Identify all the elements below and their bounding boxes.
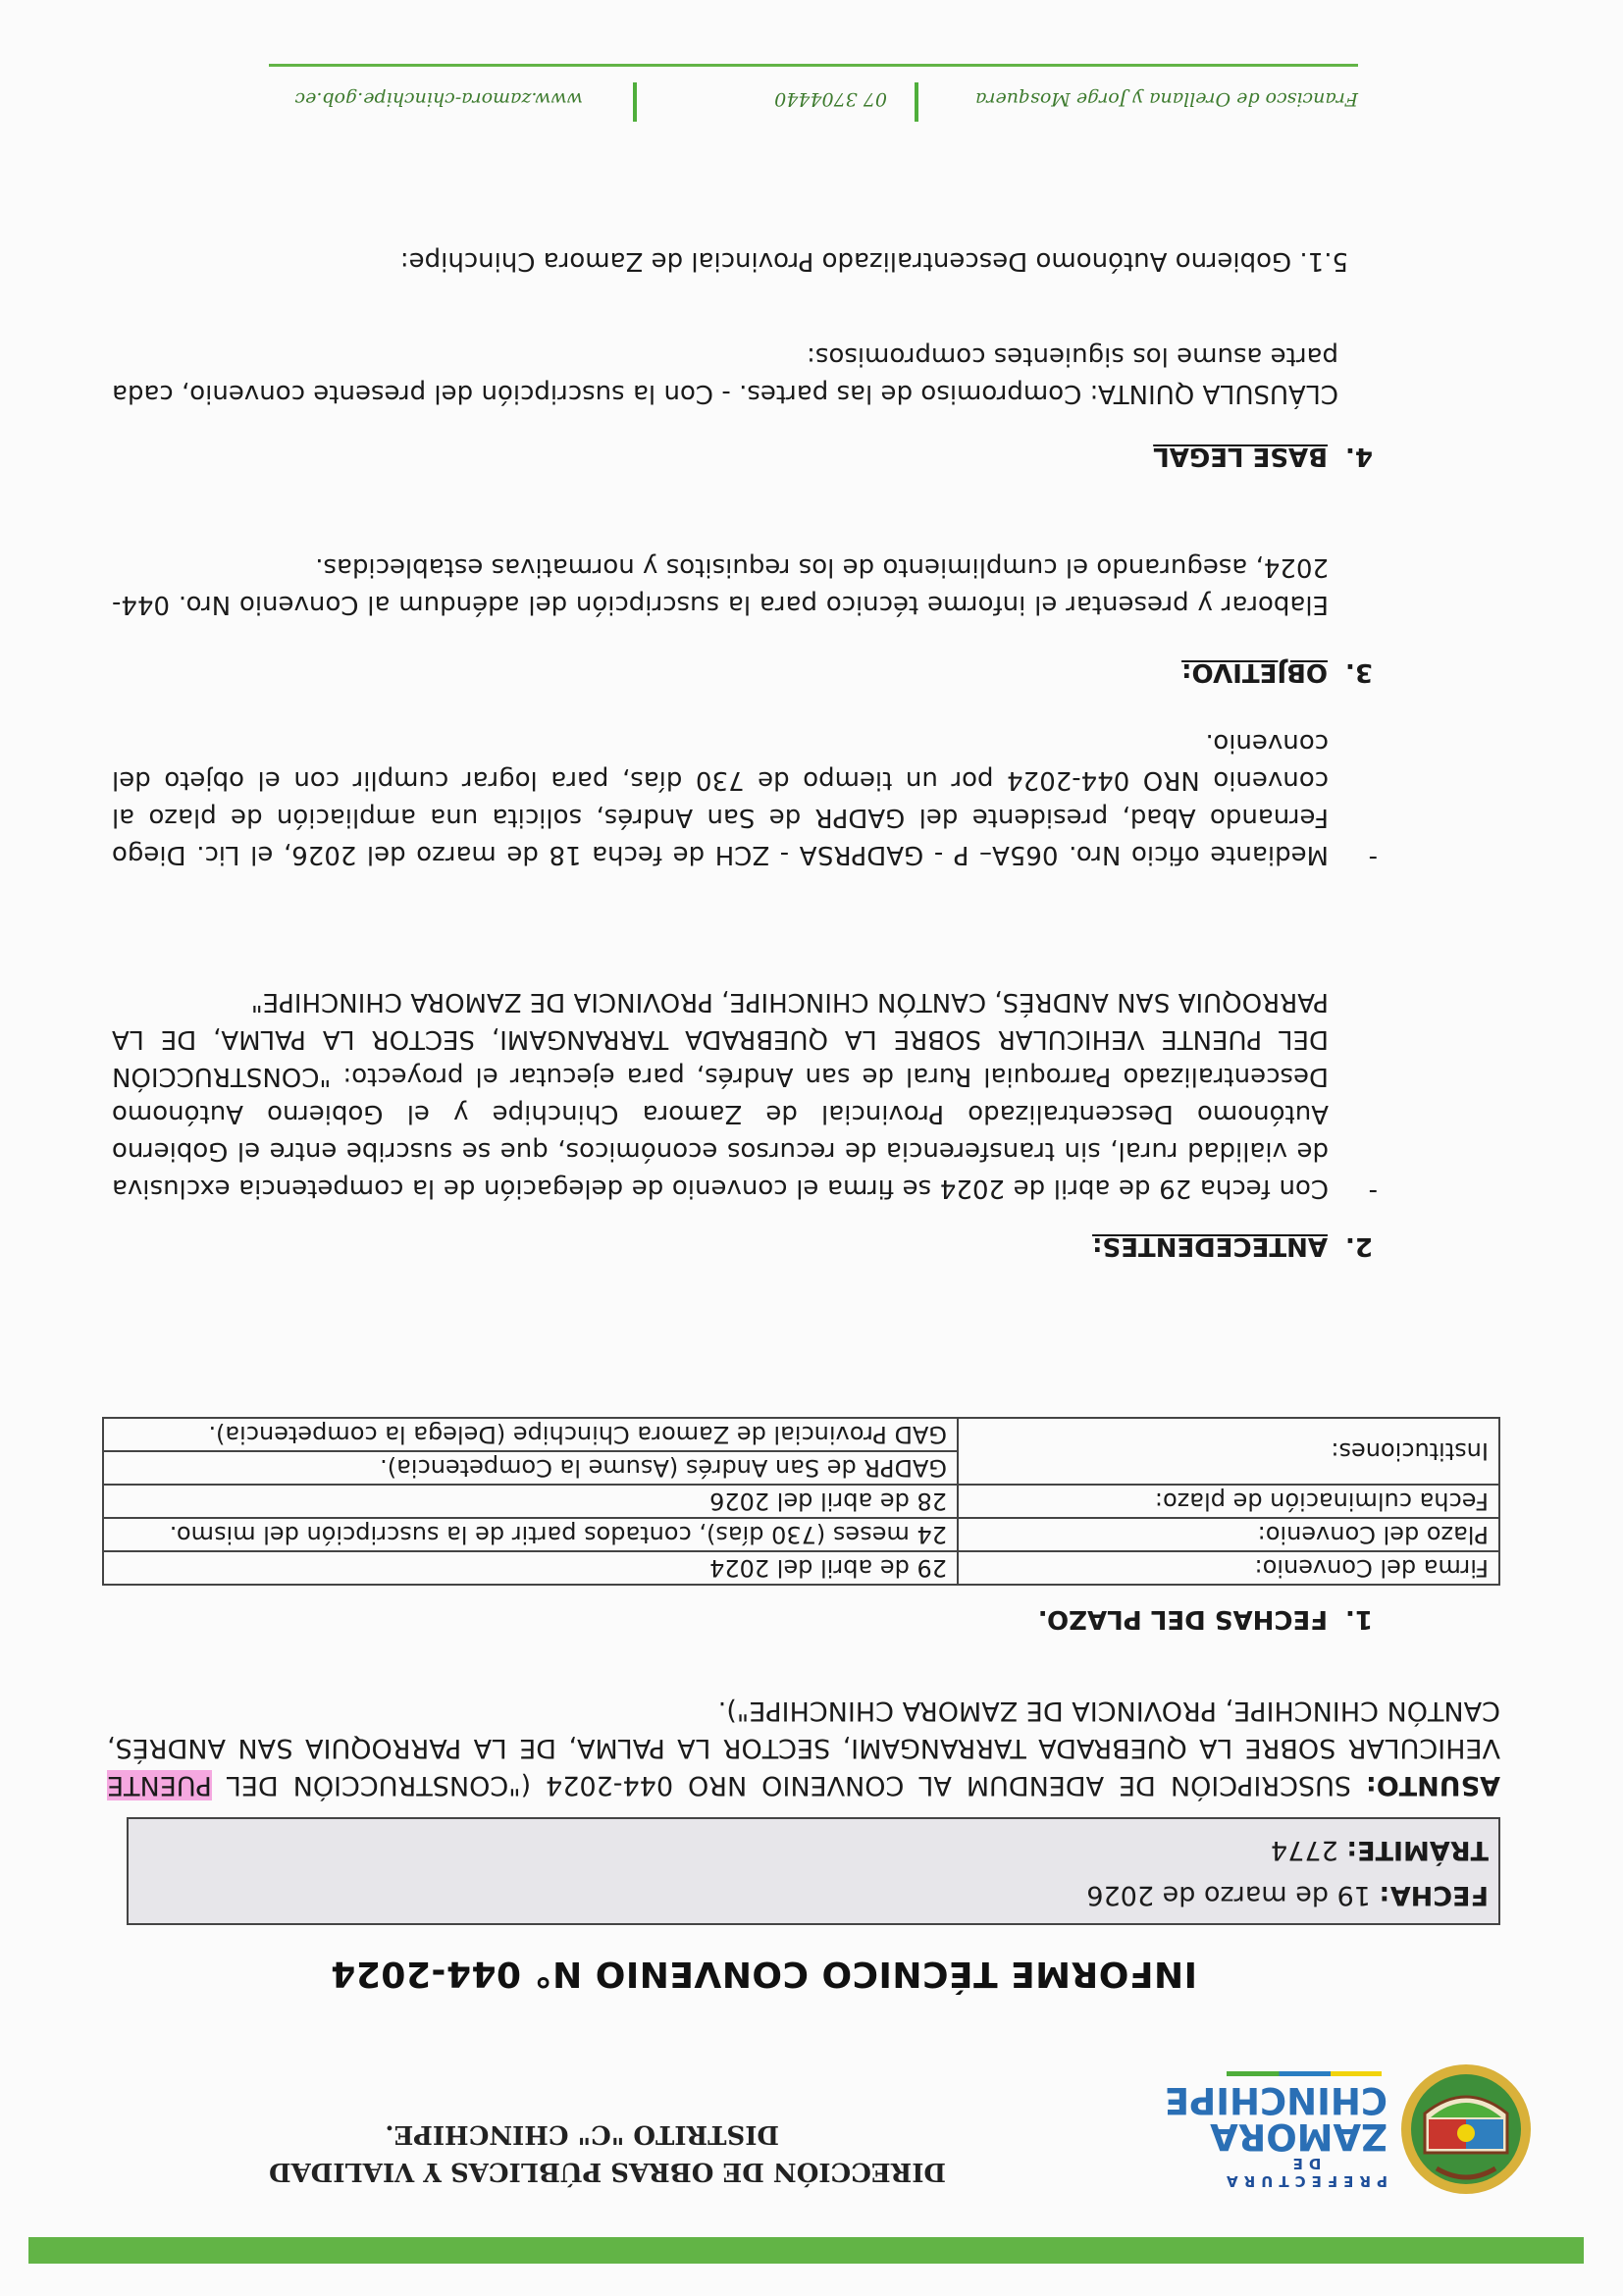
meta-box [127,1817,1500,1925]
section-4-title: BASE LEGAL [1153,442,1328,471]
table-row [103,1451,1499,1485]
asunto-label: ASUNTO: [1365,1770,1500,1800]
footer-website: www.zamora-chinchipe.gob.ec [294,88,583,110]
item-5-1: 5.1. Gobierno Autónomo Descentralizado Provincial de Zamora Chinchipe: [399,246,1348,276]
table-cell-label: Plazo del Convenio: [958,1518,1499,1551]
table-cell-label: Instituciones: [958,1418,1499,1485]
plazo-table [102,1417,1500,1586]
document-title: INFORME TÉCNICO CONVENIO N° 044-2024 [330,1954,1197,1994]
tramite-label: TRÁMITE: [1346,1835,1489,1865]
tramite-value: 2774 [1271,1835,1338,1865]
section-4-heading [1153,442,1373,471]
section-3-title: OBJETIVO: [1181,657,1328,687]
fecha-value: 19 de marzo de 2026 [1086,1880,1371,1910]
table-cell-value: 29 de abril del 2024 [103,1551,958,1585]
fecha-label: FECHA: [1379,1880,1489,1910]
department-heading [82,2115,946,2190]
bullet-dash: - [1368,1177,1378,1207]
section-1-heading [1038,1604,1373,1634]
clausula-quinta: CLÁUSULA QUINTA: Compromiso de las partes. - Con la suscripción del presente convenio, cada parte asume los siguientes compromisos: [112,341,1338,408]
footer-separator [633,82,637,122]
section-2-heading [1092,1231,1373,1261]
brand-line-2: CHINCHIPE [1164,2079,1387,2121]
asunto-paragraph [107,1692,1500,1803]
footer-green-line [269,64,1358,67]
department-line-2: DISTRITO "C" CHINCHIPE. [385,2119,779,2149]
asunto-text-2: VEHICULAR SOBRE LA QUEBRADA TARRANGAMI, SECTOR LA PALMA, DE LA PARROQUIA SAN ANDRÉS, CANTÓN CHINCHIPE, PROVINCIA DE ZAMORA CHINCHIPE"). [107,1696,1500,1763]
brand-color-bar [1227,2071,1382,2076]
table-cell-value: GAD Provincial de Zamora Chinchipe (Delega la competencia). [103,1418,958,1451]
section-1-title: FECHAS DEL PLAZO. [1037,1604,1328,1634]
section-2-title: ANTECEDENTES: [1092,1231,1328,1261]
top-green-band [28,2237,1584,2264]
table-row [103,1551,1499,1585]
table-row [103,1518,1499,1551]
section-4-number: 4. [1345,442,1373,471]
table-cell-label: Fecha culminación de plazo: [958,1485,1499,1518]
footer-phone: 07 3704440 [774,88,887,110]
asunto-highlight: PUENTE [107,1770,212,1800]
brand-prefix: PREFECTURA DE [1221,2155,1387,2190]
brand-line-1: ZAMORA [1210,2115,1387,2158]
table-cell-label: Firma del Convenio: [958,1551,1499,1585]
table-cell-value: GADPR de San Andrés (Asume la Competencia). [103,1451,958,1485]
table-cell-value: 28 de abril del 2026 [103,1485,958,1518]
section-3-number: 3. [1345,657,1373,687]
section-2-number: 2. [1345,1231,1373,1261]
bullet-dash: - [1368,844,1378,873]
asunto-text-1: SUSCRIPCIÓN DE ADENDUM AL CONVENIO NRO 044-2024 ("CONSTRUCCIÓN DEL [211,1770,1352,1800]
prefectura-seal-icon [1397,2061,1535,2198]
footer-address: Francisco de Orellana y Jorge Mosquera [975,88,1358,110]
section-3-heading [1181,657,1373,687]
objetivo-text: Elaborar y presentar el informe técnico para la suscripción del adéndum al Convenio Nro. 044-2024, asegurando el cumplimiento de los requisitos y normativas establecidas. [112,552,1329,619]
antecedente-1: Con fecha 29 de abril de 2024 se firma el convenio de delegación de la competencia exclusiva de vialidad rural, sin transferencia de recursos económicos, que se suscribe entre el Gobierno Autónomo Descentralizado Provincial de Zamora Chinchipe y el Gobierno Autónomo Descentralizado Parroquial Rural de san Andrés, para ejecutar el proyecto: "CONSTRUCCIÓN DEL PUENTE VEHICULAR SOBRE LA QUEBRADA TARRANGAMI, SECTOR LA PALMA, DE LA PARROQUIA SAN ANDRÉS, CANTÓN CHINCHIPE, PROVINCIA DE ZAMORA CHINCHIPE" [112,987,1329,1203]
table-cell-value: 24 meses (730 días), contados partir de la suscripción del mismo. [103,1518,958,1551]
footer-separator [915,82,918,122]
table-row [103,1485,1499,1518]
brand-wordmark [1164,2071,1387,2190]
antecedente-2: Mediante oficio Nro. 065A– P - GADPRSA - ZCH de fecha 18 de marzo del 2026, el Lic. Diego Fernando Abad, presidente del GADPR de San Andrés, solicita una ampliación de plazo al convenio NRO 044-2024 por un tiempo de 730 días, para lograr cumplir con el objeto del convenio. [112,728,1329,869]
department-line-1: DIRECCIÓN DE OBRAS PÚBLICAS Y VIALIDAD [269,2157,946,2186]
section-1-number: 1. [1345,1604,1373,1634]
